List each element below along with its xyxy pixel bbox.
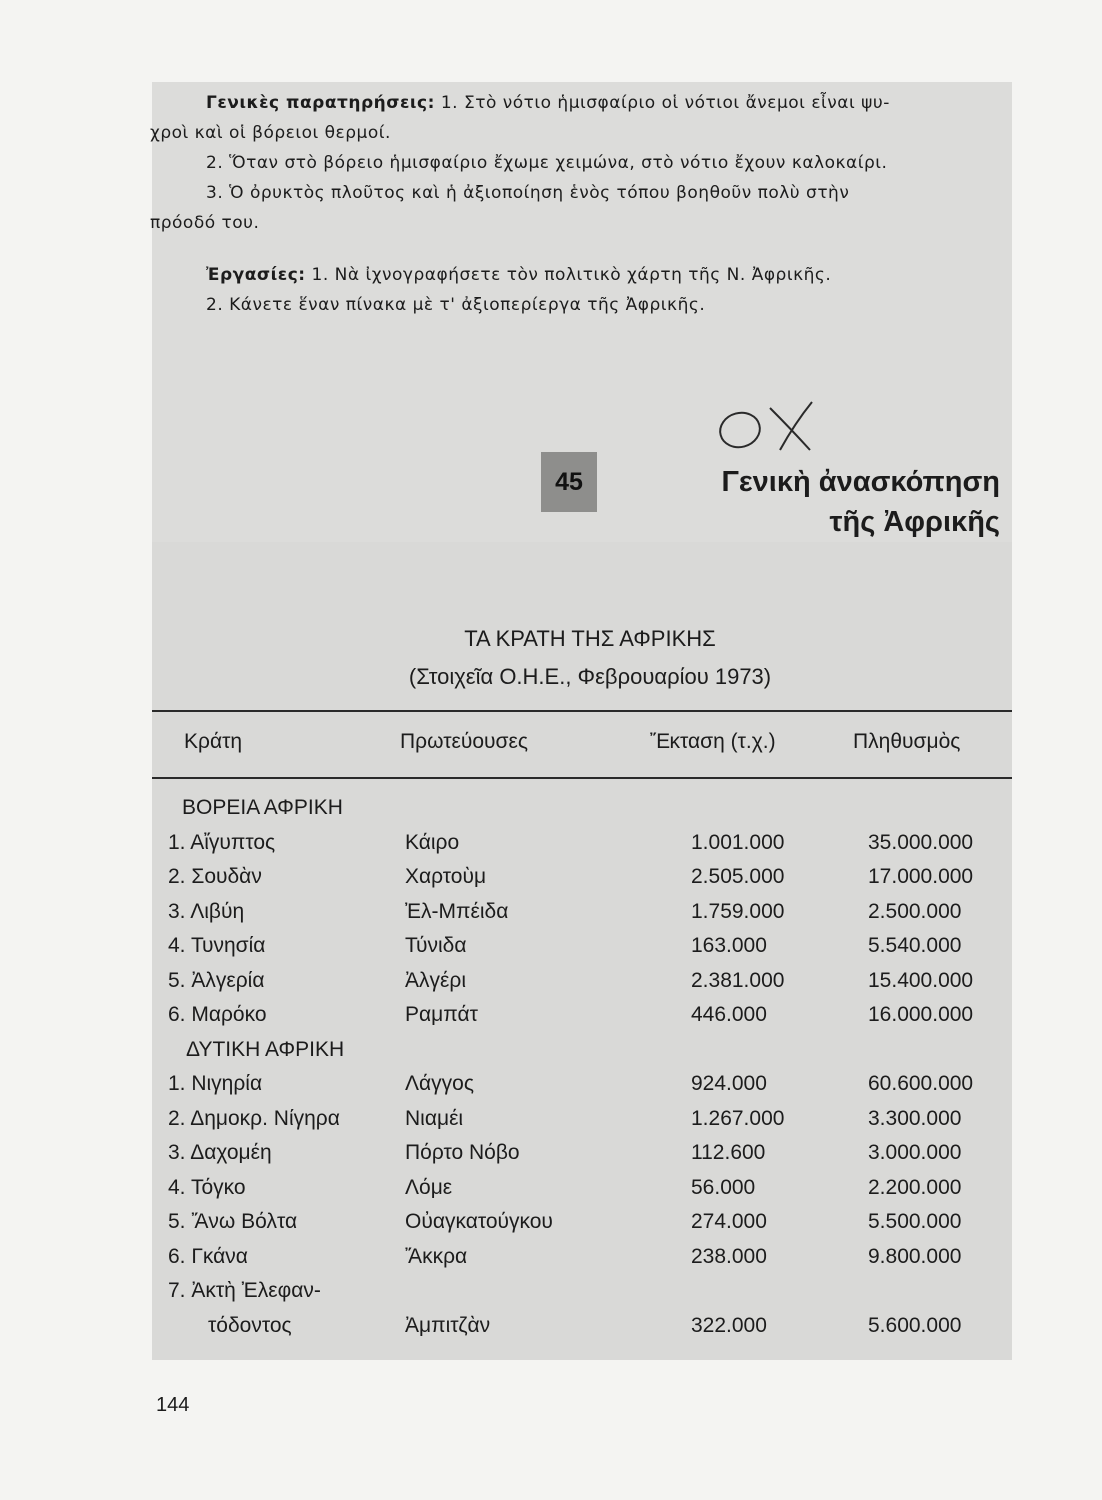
region-label-west: ΔΥΤΙΚΗ ΑΦΡΙΚΗ <box>186 1037 345 1061</box>
page-number: 144 <box>156 1394 190 1416</box>
notes-block <box>150 88 1004 320</box>
handwritten-mark <box>700 388 840 458</box>
lesson-number-badge: 45 <box>541 452 597 512</box>
table-title <box>330 620 850 696</box>
table-rule-top <box>152 710 1012 712</box>
header-capitals: Πρωτεύουσες <box>400 730 528 753</box>
lesson-title <box>721 462 1000 542</box>
region-label-north: ΒΟΡΕΙΑ ΑΦΡΙΚΗ <box>182 796 343 819</box>
tasks-block <box>168 260 1004 320</box>
task-1: Ἐργασίες: 1. Νὰ ἰχνογραφήσετε τὸν πολιτικὸ χάρτη τῆς Ν. Ἀφρικῆς. <box>206 265 832 285</box>
table-row: 1. Αἴγυπτος Κάιρο 1.001.000 35.000.000 <box>168 830 974 854</box>
ivory-coast-line1: 7. Ἀκτὴ Ἐλεφαν- <box>168 1279 321 1302</box>
lesson-title-line1: Γενικὴ ἀνασκόπηση <box>721 466 1000 498</box>
general-label: Γενικὲς παρατηρήσεις: <box>206 93 435 113</box>
table-row: 2. Δημοκρ. Νίγηρα Νιαμέι 1.267.000 3.300.000 <box>168 1106 962 1130</box>
table-row: 4. Τόγκο Λόμε 56.000 2.200.000 <box>168 1175 962 1199</box>
ivory-coast-line2: τόδοντος <box>208 1313 292 1337</box>
table-title-main: ΤΑ ΚΡΑΤΗ ΤΗΣ ΑΦΡΙΚΗΣ <box>464 626 716 651</box>
table-row: 2. Σουδὰν Χαρτοὺμ 2.505.000 17.000.000 <box>168 865 974 888</box>
general-note-3b: πρόοδό του. <box>150 213 260 233</box>
table-row: τόδοντος Ἀμπιτζὰν 322.000 5.600.000 <box>208 1313 962 1337</box>
table-body <box>168 796 1008 1348</box>
table-row: 3. Λιβύη Ἐλ-Μπέιδα 1.759.000 2.500.000 <box>168 899 962 923</box>
header-population: Πληθυσμὸς <box>853 730 961 753</box>
general-note-2: 2. Ὅταν στὸ βόρειο ἡμισφαίριο ἔχωμε χειμώνα, στὸ νότιο ἔχουν καλοκαίρι. <box>206 153 888 173</box>
general-note-1a: Γενικὲς παρατηρήσεις: 1. Στὸ νότιο ἡμισφαίριο οἱ νότιοι ἄνεμοι εἶναι ψυ- <box>206 93 890 113</box>
table-title-source: (Στοιχεῖα Ο.Η.Ε., Φεβρουαρίου 1973) <box>408 664 772 689</box>
table-row: 5. Ἄνω Βόλτα Οὐαγκατούγκου 274.000 5.500.000 <box>168 1210 962 1233</box>
table-row: 4. Τυνησία Τύνιδα 163.000 5.540.000 <box>168 934 962 957</box>
table-row: 1. Νιγηρία Λάγγος 924.000 60.600.000 <box>168 1072 974 1095</box>
table-row: 5. Ἀλγερία Ἀλγέρι 2.381.000 15.400.000 <box>168 968 974 992</box>
region-row-north <box>168 796 1008 831</box>
tasks-label: Ἐργασίες: <box>206 265 306 285</box>
table-row: 6. Γκάνα Ἄκκρα 238.000 9.800.000 <box>168 1244 962 1268</box>
lesson-title-line2: τῆς Ἀφρικῆς <box>829 506 1000 538</box>
task-2: 2. Κάνετε ἕναν πίνακα μὲ τ' ἀξιοπερίεργα τῆς Ἀφρικῆς. <box>206 295 706 315</box>
table-rule-header <box>152 777 1012 779</box>
table-row: 3. Δαχομέη Πόρτο Νόβο 112.600 3.000.000 <box>168 1141 962 1164</box>
table-row <box>168 1279 1008 1314</box>
general-note-3a: 3. Ὁ ὀρυκτὸς πλοῦτος καὶ ἡ ἀξιοποίηση ἑνὸς τόπου βοηθοῦν πολὺ στὴν <box>206 183 850 203</box>
table-row: 6. Μαρόκο Ραμπάτ 446.000 16.000.000 <box>168 1003 974 1026</box>
header-states: Κράτη <box>184 730 243 753</box>
general-note-1b: χροὶ καὶ οἱ βόρειοι θερμοί. <box>150 123 391 143</box>
region-row-west <box>168 1038 1008 1073</box>
header-area: Ἔκταση (τ.χ.) <box>650 730 776 753</box>
